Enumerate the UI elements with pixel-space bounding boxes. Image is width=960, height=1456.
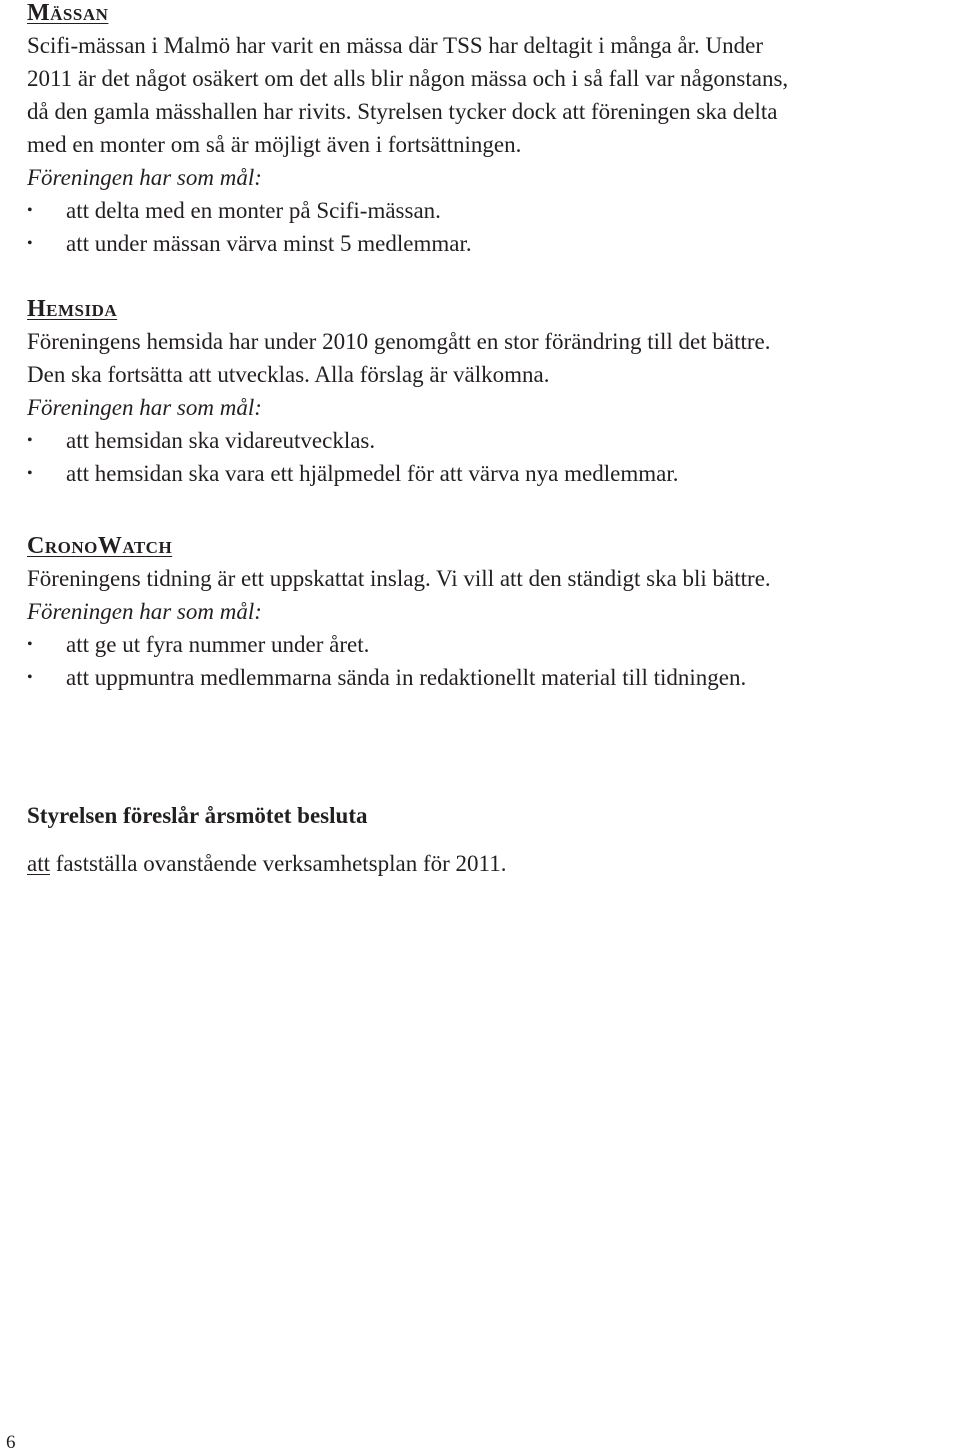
att-label: att [27, 851, 50, 876]
body-line: med en monter om så är möjligt även i fortsättningen. [27, 132, 522, 157]
section-cronowatch [27, 533, 947, 694]
body-line: då den gamla mässhallen har rivits. Styrelsen tycker dock att föreningen ska delta [27, 99, 778, 124]
list-item: • att ge ut fyra nummer under året. [27, 628, 947, 661]
bullet-icon: • [27, 235, 33, 252]
goal-list [27, 628, 947, 694]
goal-label: Föreningen har som mål: [27, 165, 262, 190]
bullet-icon: • [27, 202, 33, 219]
section-heading: Hemsida [27, 296, 118, 322]
body-line: Föreningens tidning är ett uppskattat inslag. Vi vill att den ständigt ska bli bättre. [27, 566, 771, 591]
bullet-icon: • [27, 465, 33, 482]
section-heading: Mässan [27, 0, 109, 26]
goal-list [27, 194, 947, 260]
page-number: 6 [6, 1432, 16, 1453]
body-line: Föreningens hemsida har under 2010 genomgått en stor förändring till det bättre. [27, 329, 771, 354]
list-item: • att hemsidan ska vidareutvecklas. [27, 424, 947, 457]
proposal-text [27, 849, 947, 879]
section-hemsida [27, 296, 947, 490]
proposal-statement: fastställa ovanstående verksamhetsplan för 2011. [55, 851, 507, 876]
section-heading: CronoWatch [27, 533, 173, 559]
list-item: • att under mässan värva minst 5 medlemmar. [27, 227, 947, 260]
proposal-title: Styrelsen föreslår årsmötet besluta [27, 803, 368, 828]
list-item: • att hemsidan ska vara ett hjälpmedel för att värva nya medlemmar. [27, 457, 947, 490]
section-massan [27, 0, 947, 260]
body-line: 2011 är det något osäkert om det alls blir någon mässa och i så fall var någonstans, [27, 66, 789, 91]
body-line: Den ska fortsätta att utvecklas. Alla förslag är välkomna. [27, 362, 550, 387]
list-item: • att delta med en monter på Scifi-mässan. [27, 194, 947, 227]
goal-label: Föreningen har som mål: [27, 395, 262, 420]
bullet-icon: • [27, 432, 33, 449]
body-line: Scifi-mässan i Malmö har varit en mässa där TSS har deltagit i många år. Under [27, 33, 764, 58]
bullet-icon: • [27, 669, 33, 686]
list-item: • att uppmuntra medlemmarna sända in redaktionellt material till tidningen. [27, 661, 947, 694]
goal-label: Föreningen har som mål: [27, 599, 262, 624]
goal-list [27, 424, 947, 490]
bullet-icon: • [27, 636, 33, 653]
proposal-block [27, 801, 947, 879]
